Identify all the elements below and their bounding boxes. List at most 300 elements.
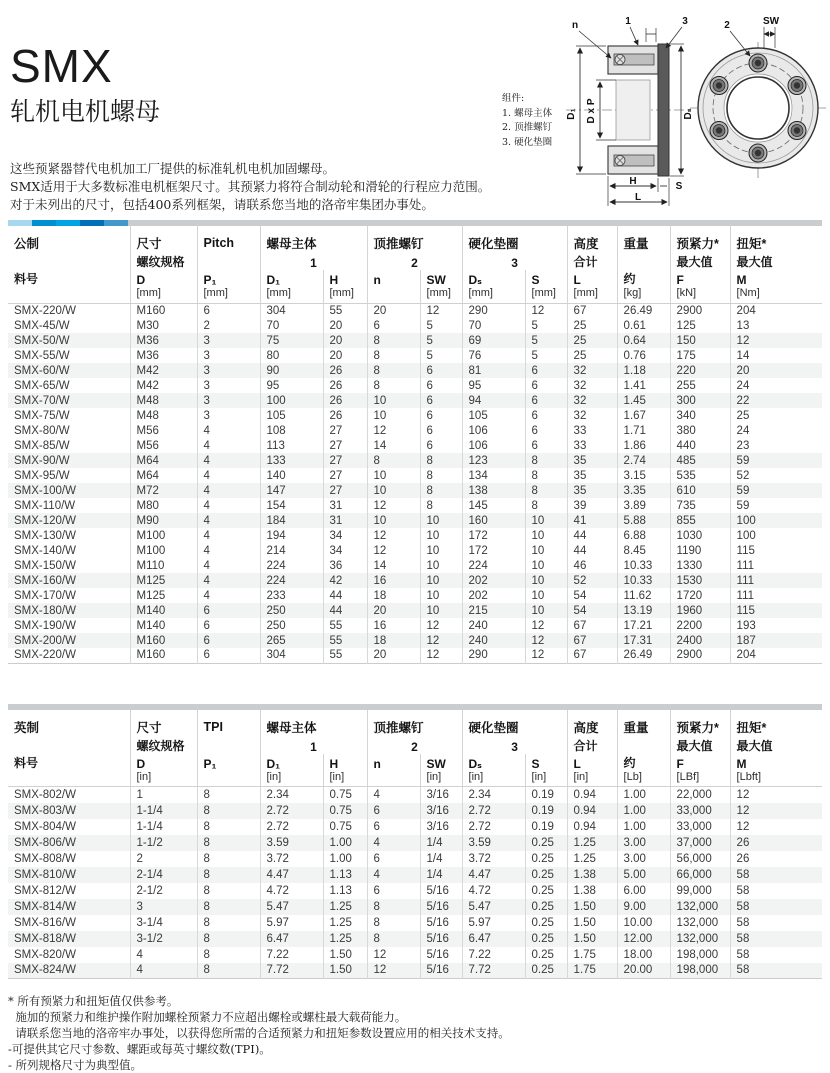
column-unit-header <box>367 771 420 787</box>
column-subgroup-header: 2 <box>367 736 462 754</box>
value-cell: 8 <box>197 835 260 851</box>
value-cell: 46 <box>567 558 617 573</box>
value-cell: 1/4 <box>420 835 462 851</box>
value-cell: 4 <box>197 558 260 573</box>
value-cell: 224 <box>462 558 525 573</box>
value-cell: 154 <box>260 498 323 513</box>
table-row <box>8 408 822 423</box>
value-cell: M125 <box>130 573 197 588</box>
value-cell: 2.72 <box>462 803 525 819</box>
column-group-header: 硬化垫圈 <box>462 226 567 252</box>
column-subgroup-header <box>617 736 670 754</box>
value-cell: 105 <box>260 408 323 423</box>
table-row <box>8 528 822 543</box>
table-row <box>8 573 822 588</box>
value-cell: 2-1/4 <box>130 867 197 883</box>
value-cell: 44 <box>323 603 367 618</box>
value-cell: 55 <box>323 648 367 663</box>
value-cell: 485 <box>670 453 730 468</box>
value-cell: 10 <box>420 588 462 603</box>
callout-1-label: 1 <box>625 16 631 27</box>
value-cell: 138 <box>462 483 525 498</box>
accent-bar-segment <box>8 220 32 226</box>
value-cell: 290 <box>462 648 525 663</box>
part-number-cell: SMX-824/W <box>14 964 76 977</box>
column-symbol-header: Dₛ <box>462 270 525 287</box>
dim-sw-label: SW <box>762 16 780 27</box>
page-subtitle: 轧机电机螺母 <box>10 98 161 127</box>
value-cell: 4.72 <box>260 883 323 899</box>
part-number-cell: SMX-180/W <box>14 604 76 617</box>
value-cell: 204 <box>730 303 822 318</box>
column-group-header: 重量 <box>617 226 670 252</box>
value-cell: 34 <box>323 543 367 558</box>
value-cell: 4 <box>197 573 260 588</box>
value-cell: 198,000 <box>670 963 730 979</box>
value-cell: 20 <box>323 333 367 348</box>
value-cell: 4 <box>197 513 260 528</box>
column-unit-header: [mm] <box>567 287 617 303</box>
value-cell: M48 <box>130 408 197 423</box>
value-cell: 95 <box>260 378 323 393</box>
value-cell: 240 <box>462 618 525 633</box>
value-cell: 25 <box>567 333 617 348</box>
column-subgroup-header: 1 <box>260 252 367 270</box>
value-cell: 304 <box>260 648 323 663</box>
value-cell: 125 <box>670 318 730 333</box>
value-cell: 6 <box>420 438 462 453</box>
value-cell: 10 <box>525 558 567 573</box>
column-unit-header <box>8 287 130 303</box>
column-unit-header: [LBf] <box>670 771 730 787</box>
column-unit-header <box>197 771 260 787</box>
value-cell: 4.47 <box>462 867 525 883</box>
value-cell: 5/16 <box>420 963 462 979</box>
value-cell: 150 <box>670 333 730 348</box>
column-unit-header: [mm] <box>525 287 567 303</box>
value-cell: 1.25 <box>323 915 367 931</box>
value-cell: 1960 <box>670 603 730 618</box>
value-cell: 12 <box>730 819 822 835</box>
value-cell: 2.72 <box>260 803 323 819</box>
value-cell: 13 <box>730 318 822 333</box>
value-cell: 99,000 <box>670 883 730 899</box>
part-number-cell: SMX-65/W <box>14 379 70 392</box>
value-cell: 147 <box>260 483 323 498</box>
value-cell: 6.00 <box>617 883 670 899</box>
value-cell: M100 <box>130 543 197 558</box>
value-cell: M64 <box>130 468 197 483</box>
column-symbol-header: S <box>525 754 567 771</box>
value-cell: 5.88 <box>617 513 670 528</box>
value-cell: 26.49 <box>617 303 670 318</box>
value-cell: 0.75 <box>323 787 367 803</box>
value-cell: 12 <box>420 648 462 663</box>
column-subgroup-header: 1 <box>260 736 367 754</box>
value-cell: 132,000 <box>670 915 730 931</box>
value-cell: 1-1/2 <box>130 835 197 851</box>
column-symbol-header: D₁ <box>260 754 323 771</box>
callout-2-label: 2 <box>724 20 730 31</box>
table-row <box>8 899 822 915</box>
value-cell: 6 <box>525 378 567 393</box>
value-cell: 12 <box>420 618 462 633</box>
table-row <box>8 513 822 528</box>
part-number-cell: SMX-140/W <box>14 544 76 557</box>
metric-table <box>8 226 822 664</box>
value-cell: 8 <box>420 498 462 513</box>
table-row <box>8 947 822 963</box>
value-cell: 172 <box>462 528 525 543</box>
value-cell: 6 <box>420 408 462 423</box>
table-row <box>8 588 822 603</box>
value-cell: 1.50 <box>567 899 617 915</box>
value-cell: 18 <box>367 588 420 603</box>
column-unit-header: [kg] <box>617 287 670 303</box>
value-cell: 5/16 <box>420 883 462 899</box>
column-group-header: 顶推螺钉 <box>367 710 462 736</box>
value-cell: 67 <box>567 648 617 663</box>
column-symbol-header: F <box>670 754 730 771</box>
page-title: SMX <box>10 40 113 92</box>
value-cell: 27 <box>323 483 367 498</box>
value-cell: 9.00 <box>617 899 670 915</box>
value-cell: 1.25 <box>567 835 617 851</box>
value-cell: 265 <box>260 633 323 648</box>
column-group-header: 顶推螺钉 <box>367 226 462 252</box>
value-cell: 100 <box>730 513 822 528</box>
column-group-header: 尺寸 <box>130 226 197 252</box>
value-cell: 5.00 <box>617 867 670 883</box>
part-number-header: 料号 <box>14 272 39 286</box>
value-cell: 3 <box>197 348 260 363</box>
value-cell: 12 <box>367 423 420 438</box>
value-cell: 22 <box>730 393 822 408</box>
table-row <box>8 883 822 899</box>
callout-n-label: n <box>571 20 579 31</box>
value-cell: 70 <box>260 318 323 333</box>
value-cell: 0.25 <box>525 931 567 947</box>
table-row <box>8 618 822 633</box>
column-group-header: 高度 <box>567 710 617 736</box>
value-cell: 2-1/2 <box>130 883 197 899</box>
part-number-cell: SMX-808/W <box>14 852 76 865</box>
value-cell: 8 <box>525 453 567 468</box>
value-cell: 10 <box>367 468 420 483</box>
value-cell: 13.19 <box>617 603 670 618</box>
value-cell: M56 <box>130 423 197 438</box>
value-cell: 1.71 <box>617 423 670 438</box>
value-cell: 12 <box>525 303 567 318</box>
column-subgroup-header <box>8 736 130 754</box>
value-cell: 1720 <box>670 588 730 603</box>
value-cell: 14 <box>367 558 420 573</box>
value-cell: 59 <box>730 453 822 468</box>
value-cell: 95 <box>462 378 525 393</box>
value-cell: 1-1/4 <box>130 819 197 835</box>
value-cell: 1.18 <box>617 363 670 378</box>
value-cell: 6 <box>525 423 567 438</box>
value-cell: 1.50 <box>323 947 367 963</box>
value-cell: 2200 <box>670 618 730 633</box>
value-cell: 8 <box>420 468 462 483</box>
value-cell: 250 <box>260 618 323 633</box>
part-number-cell: SMX-120/W <box>14 514 76 527</box>
table-row <box>8 803 822 819</box>
part-number-cell: SMX-45/W <box>14 319 70 332</box>
column-group-header: Pitch <box>197 226 260 252</box>
part-number-cell: SMX-820/W <box>14 948 76 961</box>
value-cell: 10 <box>525 528 567 543</box>
accent-bar-segment <box>80 220 104 226</box>
value-cell: 250 <box>260 603 323 618</box>
value-cell: 37,000 <box>670 835 730 851</box>
table-row <box>8 468 822 483</box>
value-cell: 20 <box>367 603 420 618</box>
value-cell: 22,000 <box>670 787 730 803</box>
value-cell: 610 <box>670 483 730 498</box>
value-cell: 44 <box>323 588 367 603</box>
value-cell: 80 <box>260 348 323 363</box>
footnote-line: - 所列规格尺寸为典型值。 <box>8 1058 143 1073</box>
value-cell: 16 <box>367 618 420 633</box>
value-cell: 1.00 <box>323 851 367 867</box>
table-row <box>8 633 822 648</box>
value-cell: 33,000 <box>670 819 730 835</box>
column-group-header: 公制 <box>14 237 40 251</box>
value-cell: 24 <box>730 423 822 438</box>
part-number-cell: SMX-70/W <box>14 394 70 407</box>
part-number-cell: SMX-75/W <box>14 409 70 422</box>
value-cell: 145 <box>462 498 525 513</box>
value-cell: 214 <box>260 543 323 558</box>
table-row <box>8 963 822 979</box>
value-cell: 535 <box>670 468 730 483</box>
value-cell: 4 <box>367 835 420 851</box>
column-group-header: 尺寸 <box>130 710 197 736</box>
value-cell: 6 <box>367 803 420 819</box>
value-cell: 52 <box>730 468 822 483</box>
value-cell: 1190 <box>670 543 730 558</box>
value-cell: M100 <box>130 528 197 543</box>
value-cell: 10 <box>367 393 420 408</box>
value-cell: 34 <box>323 528 367 543</box>
value-cell: 10 <box>420 573 462 588</box>
value-cell: 0.64 <box>617 333 670 348</box>
part-number-cell: SMX-200/W <box>14 634 76 647</box>
part-number-cell: SMX-814/W <box>14 900 76 913</box>
description-line: 这些预紧器替代电机加工厂提供的标准轧机电机加固螺母。 <box>10 161 336 176</box>
value-cell: 8.45 <box>617 543 670 558</box>
column-subgroup-header <box>197 252 260 270</box>
value-cell: 3 <box>197 393 260 408</box>
callout-3-label: 3 <box>682 16 688 27</box>
column-subgroup-header: 2 <box>367 252 462 270</box>
table-row <box>8 333 822 348</box>
value-cell: 8 <box>367 378 420 393</box>
value-cell: 8 <box>525 498 567 513</box>
value-cell: 12 <box>367 498 420 513</box>
value-cell: 172 <box>462 543 525 558</box>
value-cell: 70 <box>462 318 525 333</box>
column-symbol-header: D <box>130 754 197 771</box>
value-cell: 0.61 <box>617 318 670 333</box>
value-cell: 4 <box>130 947 197 963</box>
value-cell: 44 <box>567 543 617 558</box>
value-cell: 198,000 <box>670 947 730 963</box>
value-cell: 20 <box>323 348 367 363</box>
value-cell: 2.72 <box>260 819 323 835</box>
value-cell: 10 <box>420 528 462 543</box>
column-symbol-header: S <box>525 270 567 287</box>
table-row <box>8 543 822 558</box>
dim-ds-label: Dₛ <box>683 108 694 120</box>
column-symbol-header: L <box>567 270 617 287</box>
value-cell: M160 <box>130 303 197 318</box>
part-number-cell: SMX-100/W <box>14 484 76 497</box>
part-number-cell: SMX-220/W <box>14 304 76 317</box>
value-cell: 26 <box>730 851 822 867</box>
value-cell: 2900 <box>670 303 730 318</box>
value-cell: M30 <box>130 318 197 333</box>
value-cell: 10.33 <box>617 558 670 573</box>
value-cell: 3/16 <box>420 803 462 819</box>
column-group-header: 预紧力* <box>670 226 730 252</box>
value-cell: 1.00 <box>323 835 367 851</box>
column-subgroup-header: 合计 <box>567 252 617 270</box>
value-cell: 0.25 <box>525 835 567 851</box>
value-cell: 0.94 <box>567 819 617 835</box>
value-cell: 105 <box>462 408 525 423</box>
value-cell: 0.25 <box>525 947 567 963</box>
value-cell: 5/16 <box>420 899 462 915</box>
value-cell: 2900 <box>670 648 730 663</box>
value-cell: 26 <box>323 378 367 393</box>
column-symbol-header: n <box>367 270 420 287</box>
value-cell: 6 <box>525 408 567 423</box>
part-number-cell: SMX-806/W <box>14 836 76 849</box>
value-cell: 290 <box>462 303 525 318</box>
value-cell: 20 <box>730 363 822 378</box>
part-number-cell: SMX-90/W <box>14 454 70 467</box>
value-cell: 1.41 <box>617 378 670 393</box>
value-cell: 27 <box>323 453 367 468</box>
table-row <box>8 453 822 468</box>
part-number-cell: SMX-55/W <box>14 349 70 362</box>
value-cell: M160 <box>130 633 197 648</box>
value-cell: M80 <box>130 498 197 513</box>
accent-bar-segment <box>104 220 128 226</box>
value-cell: 115 <box>730 543 822 558</box>
table-row <box>8 819 822 835</box>
value-cell: 5 <box>420 333 462 348</box>
value-cell: 106 <box>462 438 525 453</box>
value-cell: 35 <box>567 453 617 468</box>
table-row <box>8 787 822 803</box>
value-cell: 3.59 <box>260 835 323 851</box>
column-subgroup-header: 3 <box>462 736 567 754</box>
value-cell: 4 <box>197 483 260 498</box>
value-cell: 6 <box>197 633 260 648</box>
column-symbol-header: M <box>730 754 822 771</box>
value-cell: 10 <box>420 558 462 573</box>
value-cell: 224 <box>260 558 323 573</box>
part-number-cell: SMX-816/W <box>14 916 76 929</box>
value-cell: 3-1/2 <box>130 931 197 947</box>
value-cell: 108 <box>260 423 323 438</box>
value-cell: M36 <box>130 333 197 348</box>
column-symbol-header: SW <box>420 754 462 771</box>
value-cell: 1.13 <box>323 883 367 899</box>
value-cell: 5/16 <box>420 947 462 963</box>
column-symbol-header: F <box>670 270 730 287</box>
value-cell: 8 <box>367 348 420 363</box>
part-number-cell: SMX-110/W <box>14 499 76 512</box>
value-cell: 0.19 <box>525 803 567 819</box>
value-cell: 123 <box>462 453 525 468</box>
value-cell: 12 <box>525 648 567 663</box>
column-unit-header: [mm] <box>420 287 462 303</box>
value-cell: 12 <box>730 787 822 803</box>
value-cell: 5.97 <box>260 915 323 931</box>
value-cell: 204 <box>730 648 822 663</box>
value-cell: 6 <box>197 603 260 618</box>
value-cell: 55 <box>323 618 367 633</box>
value-cell: 233 <box>260 588 323 603</box>
value-cell: 3/16 <box>420 787 462 803</box>
column-unit-header <box>367 287 420 303</box>
accent-bar-gray <box>128 220 822 226</box>
table-row <box>8 931 822 947</box>
value-cell: 20 <box>367 303 420 318</box>
part-number-cell: SMX-170/W <box>14 589 76 602</box>
value-cell: 1.50 <box>323 963 367 979</box>
column-subgroup-header <box>617 252 670 270</box>
table-row <box>8 378 822 393</box>
value-cell: 6.47 <box>462 931 525 947</box>
value-cell: 5/16 <box>420 915 462 931</box>
footnote-line: 请联系您当地的洛帝牢办事处，以获得您所需的合适预紧力和扭矩参数设置应用的相关技术支持。 <box>8 1026 510 1041</box>
value-cell: 14 <box>367 438 420 453</box>
value-cell: 3.72 <box>260 851 323 867</box>
value-cell: 111 <box>730 588 822 603</box>
value-cell: 20.00 <box>617 963 670 979</box>
value-cell: 26.49 <box>617 648 670 663</box>
value-cell: 3 <box>130 899 197 915</box>
column-unit-header: [mm] <box>462 287 525 303</box>
value-cell: 4 <box>197 543 260 558</box>
value-cell: 7.72 <box>462 963 525 979</box>
value-cell: 32 <box>567 363 617 378</box>
value-cell: 8 <box>525 483 567 498</box>
column-group-header: 螺母主体 <box>260 710 367 736</box>
value-cell: 8 <box>197 963 260 979</box>
value-cell: 255 <box>670 378 730 393</box>
legend-item: 3. 硬化垫圈 <box>502 137 553 149</box>
value-cell: M110 <box>130 558 197 573</box>
column-unit-header: [in] <box>525 771 567 787</box>
value-cell: M72 <box>130 483 197 498</box>
value-cell: 75 <box>260 333 323 348</box>
value-cell: 3 <box>197 363 260 378</box>
value-cell: 66,000 <box>670 867 730 883</box>
part-number-cell: SMX-818/W <box>14 932 76 945</box>
column-symbol-header: P₁ <box>197 754 260 771</box>
value-cell: 59 <box>730 498 822 513</box>
accent-bar-metric <box>8 220 822 226</box>
value-cell: 12.00 <box>617 931 670 947</box>
value-cell: 2.34 <box>260 787 323 803</box>
